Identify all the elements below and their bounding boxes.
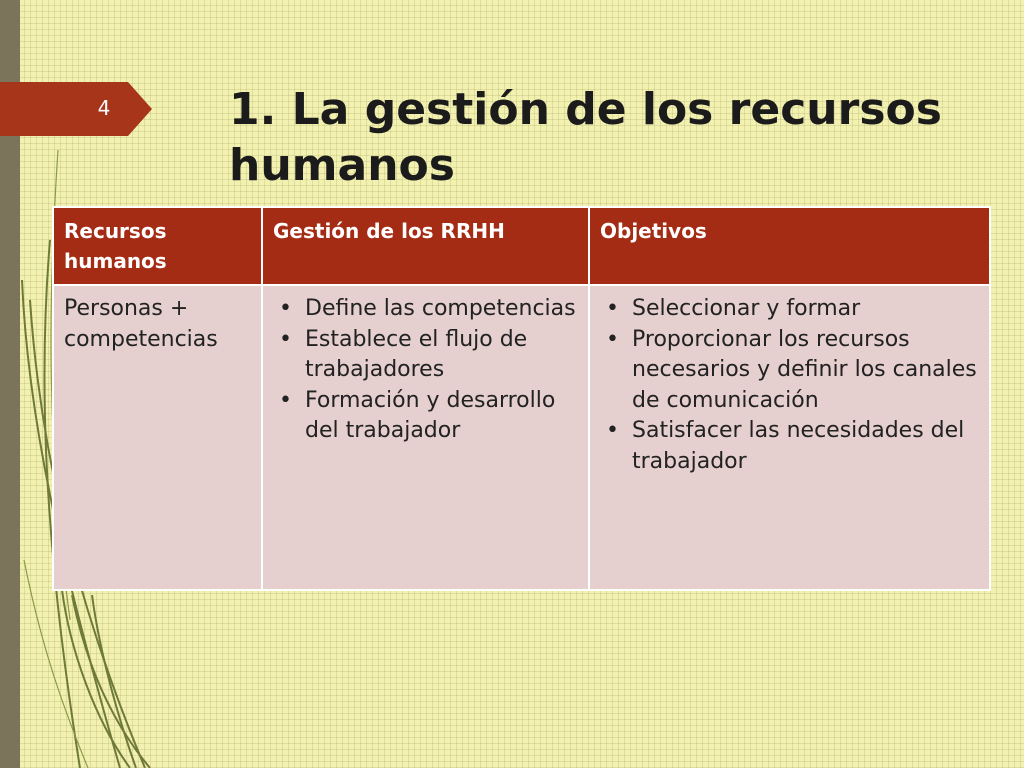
- slide-number-tag: [0, 82, 152, 136]
- objetivos-bullet-list: [600, 294, 979, 477]
- table-header-row: [53, 207, 990, 285]
- header-recursos-humanos: Recursos humanos: [53, 207, 262, 285]
- list-item: • Define las competencias: [273, 294, 578, 325]
- list-item: • Seleccionar y formar: [600, 294, 979, 325]
- list-item: • Formación y desarrollo del trabajador: [273, 386, 578, 447]
- slide-number: 4: [97, 96, 111, 120]
- cell-objetivos: [589, 285, 990, 590]
- header-gestion-rrhh: Gestión de los RRHH: [262, 207, 589, 285]
- cell-gestion-rrhh: [262, 285, 589, 590]
- gestion-bullet-list: [273, 294, 578, 447]
- slide-title: 1. La gestión de los recursos humanos: [229, 84, 942, 191]
- table-row: [53, 285, 990, 590]
- list-item: • Establece el flujo de trabajadores: [273, 325, 578, 386]
- header-objetivos: Objetivos: [589, 207, 990, 285]
- content-table: [52, 206, 991, 591]
- cell-recursos-humanos: Personas + competencias: [53, 285, 262, 590]
- list-item: • Satisfacer las necesidades del trabajador: [600, 416, 979, 477]
- list-item: • Proporcionar los recursos necesarios y definir los canales de comunicación: [600, 325, 979, 417]
